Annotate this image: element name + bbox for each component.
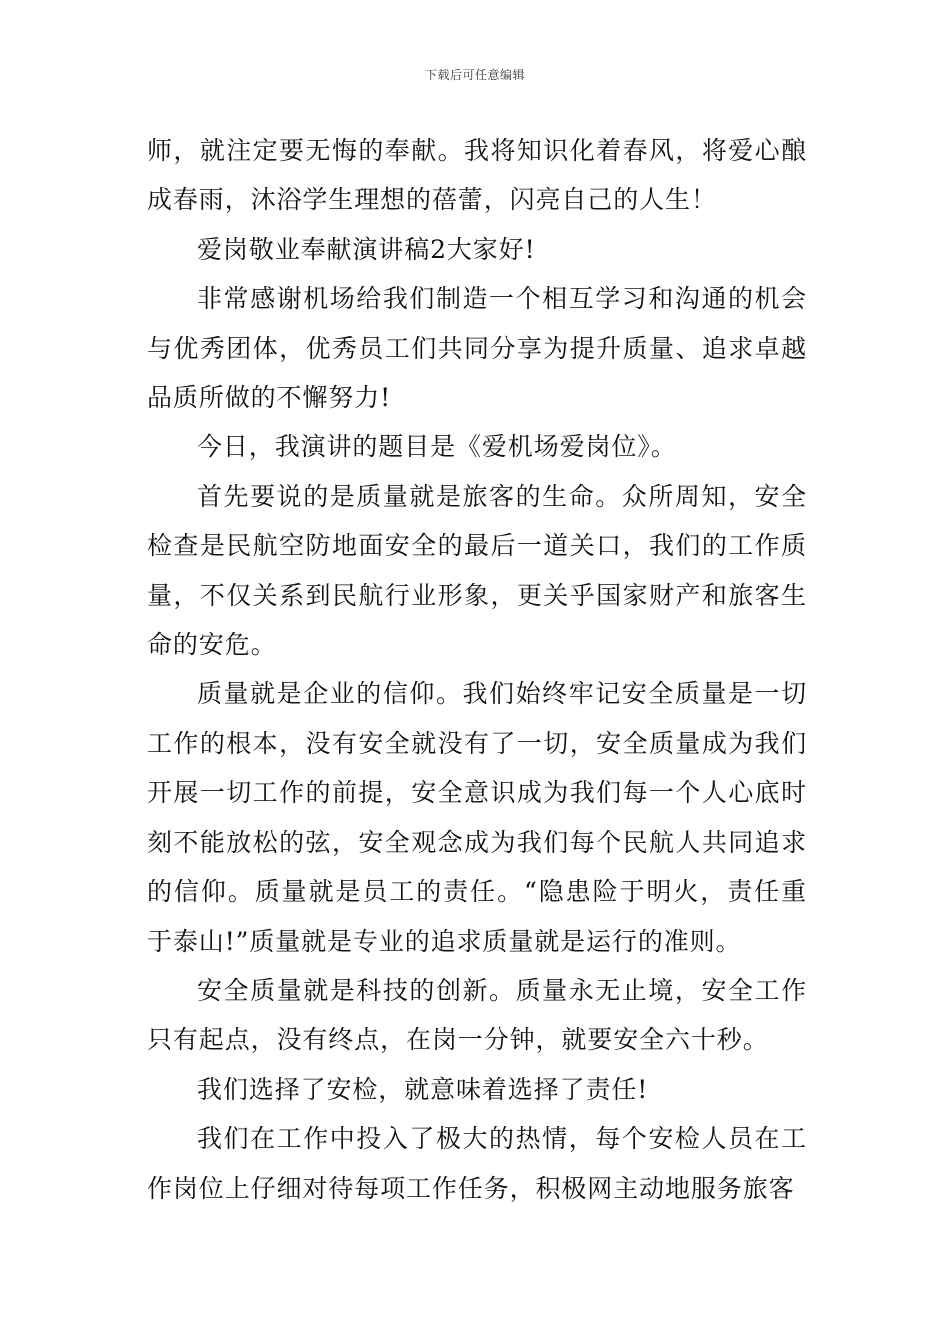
document-body: [147, 126, 807, 1213]
paragraph: 首先要说的是质量就是旅客的生命。众所周知，安全检查是民航空防地面安全的最后一道关口，我们的工作质量，不仅关系到民航行业形象，更关乎国家财产和旅客生命的安危。: [147, 481, 807, 660]
paragraph: 师，就注定要无悔的奉献。我将知识化着春风，将爱心酿成春雨，沐浴学生理想的蓓蕾，闪亮自己的人生！: [147, 136, 807, 215]
paragraph: 安全质量就是科技的创新。质量永无止境，安全工作只有起点，没有终点，在岗一分钟，就要安全六十秒。: [147, 975, 807, 1055]
paragraph: 今日，我演讲的题目是《爱机场爱岗位》。: [197, 432, 677, 462]
paragraph: 质量就是企业的信仰。我们始终牢记安全质量是一切工作的根本，没有安全就没有了一切，安全质量成为我们开展一切工作的前提，安全意识成为我们每一个人心底时刻不能放松的弦，安全观念成为我们每个民航人共同追求的信仰。质量就是员工的责任。“隐患险于明火，责任重于泰山!”质量就是专业的追求质量就是运行的准则。: [147, 679, 807, 956]
page-header: 下载后可任意编辑: [424, 68, 525, 82]
paragraph: 我们在工作中投入了极大的热情，每个安检人员在工作岗位上仔细对待每项工作任务，积极网主动地服务旅客: [147, 1124, 807, 1203]
paragraph: 爱岗敬业奉献演讲稿2大家好!: [197, 234, 536, 264]
paragraph: 非常感谢机场给我们制造一个相互学习和沟通的机会与优秀团体，优秀员工们共同分享为提升质量、追求卓越品质所做的不懈努力!: [147, 284, 807, 413]
paragraph: 我们选择了安检，就意味着选择了责任!: [197, 1074, 649, 1104]
